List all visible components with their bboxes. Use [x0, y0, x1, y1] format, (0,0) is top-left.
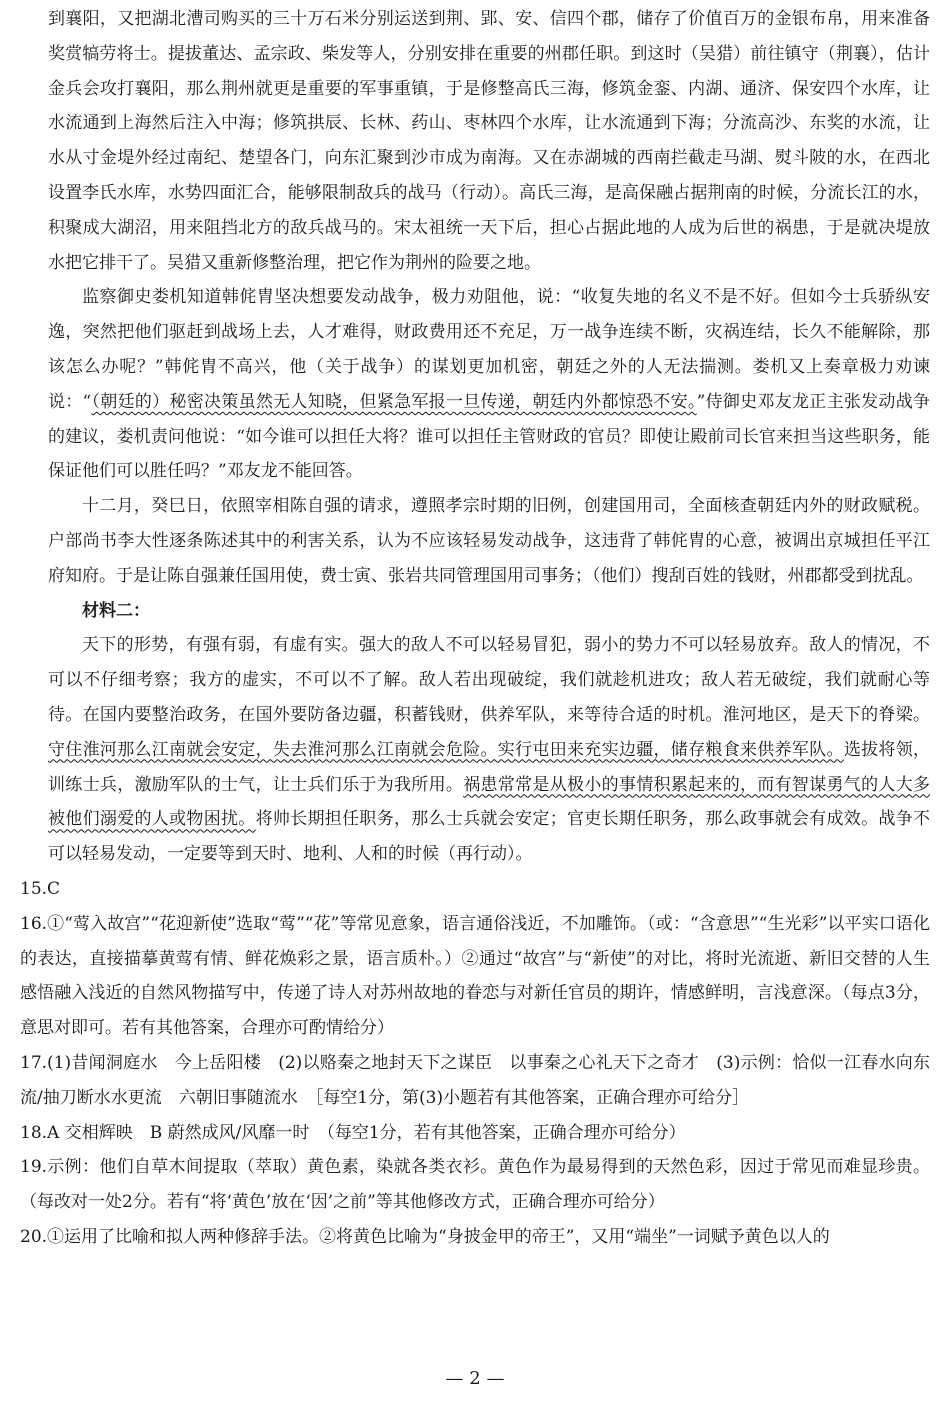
- answer-text: A 交相辉映 B 蔚然成风/风靡一时 （每空1分，若有其他答案，正确合理亦可给分）: [47, 1122, 686, 1143]
- document-body: [20, 2, 931, 1255]
- answer-list: [20, 872, 930, 1255]
- answer-text: (1)昔闻洞庭水 今上岳阳楼 (2)以赂秦之地封天下之谋臣 以事秦之心礼天下之奇才 (3)示例：恰似一江春水向东流/抽刀断水水更流 六朝旧事随流水 ［每空1分，第(3)小题若有其他答案，正确合理亦可给分］: [20, 1052, 930, 1108]
- answer-text: C: [47, 878, 61, 899]
- paragraph-text: ”侍御史邓友龙正主张发动战争的建议，娄机责问他说：“如今谁可以担任大将？谁可以担任主管财政的官员？即使让殿前司长官来担当这些职务，能保证他们可以胜任吗？”邓友龙不能回答。: [48, 391, 930, 482]
- underlined-sentence: （朝廷的）秘密决策虽然无人知晓，但紧急军报一旦传递，朝廷内外都惊恐不安。: [91, 391, 697, 412]
- answer-number: 15.: [20, 878, 48, 899]
- paragraph-text: 监察御史娄机知道韩侂胄坚决想要发动战争，极力劝阻他，说：“收复失地的名义不是不好。但如今士兵骄纵安逸，突然把他们驱赶到战场上去，人才难得，财政费用还不充足，万一战争连续不断，灾祸连结，长久不能解除，那该怎么办呢？”韩侂胄不高兴，他（关于战争）的谋划更加机密，朝廷之外的人无法揣测。娄机又上奏章极力劝谏说：“: [48, 287, 930, 412]
- paragraph-text: 选拔将领，训练士兵，激励军队的士气，让士兵们乐于为我所用。: [48, 739, 931, 795]
- answer-item: [20, 907, 930, 1046]
- answer-item: [20, 872, 930, 907]
- answer-item: [20, 1150, 930, 1220]
- answer-number: 17.: [20, 1052, 48, 1073]
- answer-number: 18.: [20, 1122, 48, 1143]
- material1-paragraph-3: 十二月，癸巳日，依照宰相陈自强的请求，遵照孝宗时期的旧例，创建国用司，全面核查朝廷内外的财政赋税。户部尚书李大性逐条陈述其中的利害关系，认为不应该轻易发动战争，这违背了韩侂胄的心意，被调出京城担任平江府知府。于是让陈自强兼任国用使，费士寅、张岩共同管理国用司事务；（他们）搜刮百姓的钱财，州郡都受到扰乱。: [48, 496, 930, 586]
- answer-number: 16.: [20, 913, 48, 934]
- answer-item: [20, 1220, 930, 1255]
- page-number: — 2 —: [445, 1368, 505, 1389]
- answer-item: [20, 1046, 930, 1116]
- material1-paragraph-2: [48, 280, 930, 489]
- material1-paragraph-1: 到襄阳，又把湖北漕司购买的三十万石米分别运送到荆、郢、安、信四个郡，储存了价值百万的金银布帛，用来准备奖赏犒劳将士。提拔董达、孟宗政、柴发等人，分别安排在重要的州郡任职。到这时（吴猎）前往镇守（荆襄），估计金兵会攻打襄阳，那么荆州就更是重要的军事重镇，于是修整高氏三海，修筑金銮、内湖、通济、保安四个水库，让水流通到上海然后注入中海；修筑拱辰、长林、药山、枣林四个水库，让水流通到下海；分流高沙、东奖的水流，让水从寸金堤外经过南纪、楚望各门，向东汇聚到沙市成为南海。又在赤湖城的西南拦截走马湖、熨斗陂的水，在西北设置李氏水库，水势四面汇合，能够限制敌兵的战马（行动）。高氏三海，是高保融占据荆南的时候，分流长江的水，积聚成大湖沼，用来阻挡北方的敌兵战马的。宋太祖统一天下后，担心占据此地的人成为后世的祸患，于是就决堤放水把它排干了。吴猎又重新修整治理，把它作为荆州的险要之地。: [48, 9, 930, 273]
- answer-number: 20.: [20, 1226, 48, 1247]
- underlined-sentence: 守住淮河那么江南就会安定，失去淮河那么江南就会危险。实行屯田来充实边疆，储存粮食来供养军队。: [48, 739, 844, 760]
- paragraph-text: 天下的形势，有强有弱，有虚有实。强大的敌人不可以轻易冒犯，弱小的势力不可以轻易放弃。敌人的情况，不可以不仔细考察；我方的虚实，不可以不了解。敌人若出现破绽，我们就趁机进攻；敌人若无破绽，我们就耐心等待。在国内要整治政务，在国外要防备边疆，积蓄钱财，供养军队，来等待合适的时机。淮河地区，是天下的脊梁。: [48, 635, 930, 725]
- answer-text: 示例：他们自草木间提取（萃取）黄色素，染就各类衣衫。黄色作为最易得到的天然色彩，因过于常见而难显珍贵。（每改对一处2分。若有“将‘黄色’放在‘因’之前”等其他修改方式，正确合理亦可给分）: [20, 1157, 930, 1213]
- answer-number: 19.: [20, 1157, 48, 1178]
- answer-text: ①运用了比喻和拟人两种修辞手法。②将黄色比喻为“身披金甲的帝王”，又用“端坐”一词赋予黄色以人的: [47, 1226, 830, 1247]
- answer-item: [20, 1116, 930, 1151]
- material2-paragraph: [48, 628, 930, 872]
- underlined-sentence: 祸患常常是从极小的事情积累起来的，而有智谋勇气的人大多被他们溺爱的人或物困扰。: [48, 774, 931, 830]
- material2-heading: 材料二：: [82, 600, 150, 621]
- paragraph-text: 将帅长期担任职务，那么士兵就会安定；官吏长期任职务，那么政事就会有成效。战争不可以轻易发动，一定要等到天时、地利、人和的时候（再行动）。: [48, 809, 931, 865]
- answer-text: ①“莺入故宫”“花迎新使”选取“莺”“花”等常见意象，语言通俗浅近，不加雕饰。（或：“含意思”“生光彩”以平实口语化的表达，直接描摹黄莺有情、鲜花焕彩之景，语言质朴。）②通过“故宫”与“新使”的对比，将时光流逝、新旧交替的人生感悟融入浅近的自然风物描写中，传递了诗人对苏州故地的眷恋与对新任官员的期许，情感鲜明，言浅意深。（每点3分，意思对即可。若有其他答案，合理亦可酌情给分）: [20, 913, 930, 1039]
